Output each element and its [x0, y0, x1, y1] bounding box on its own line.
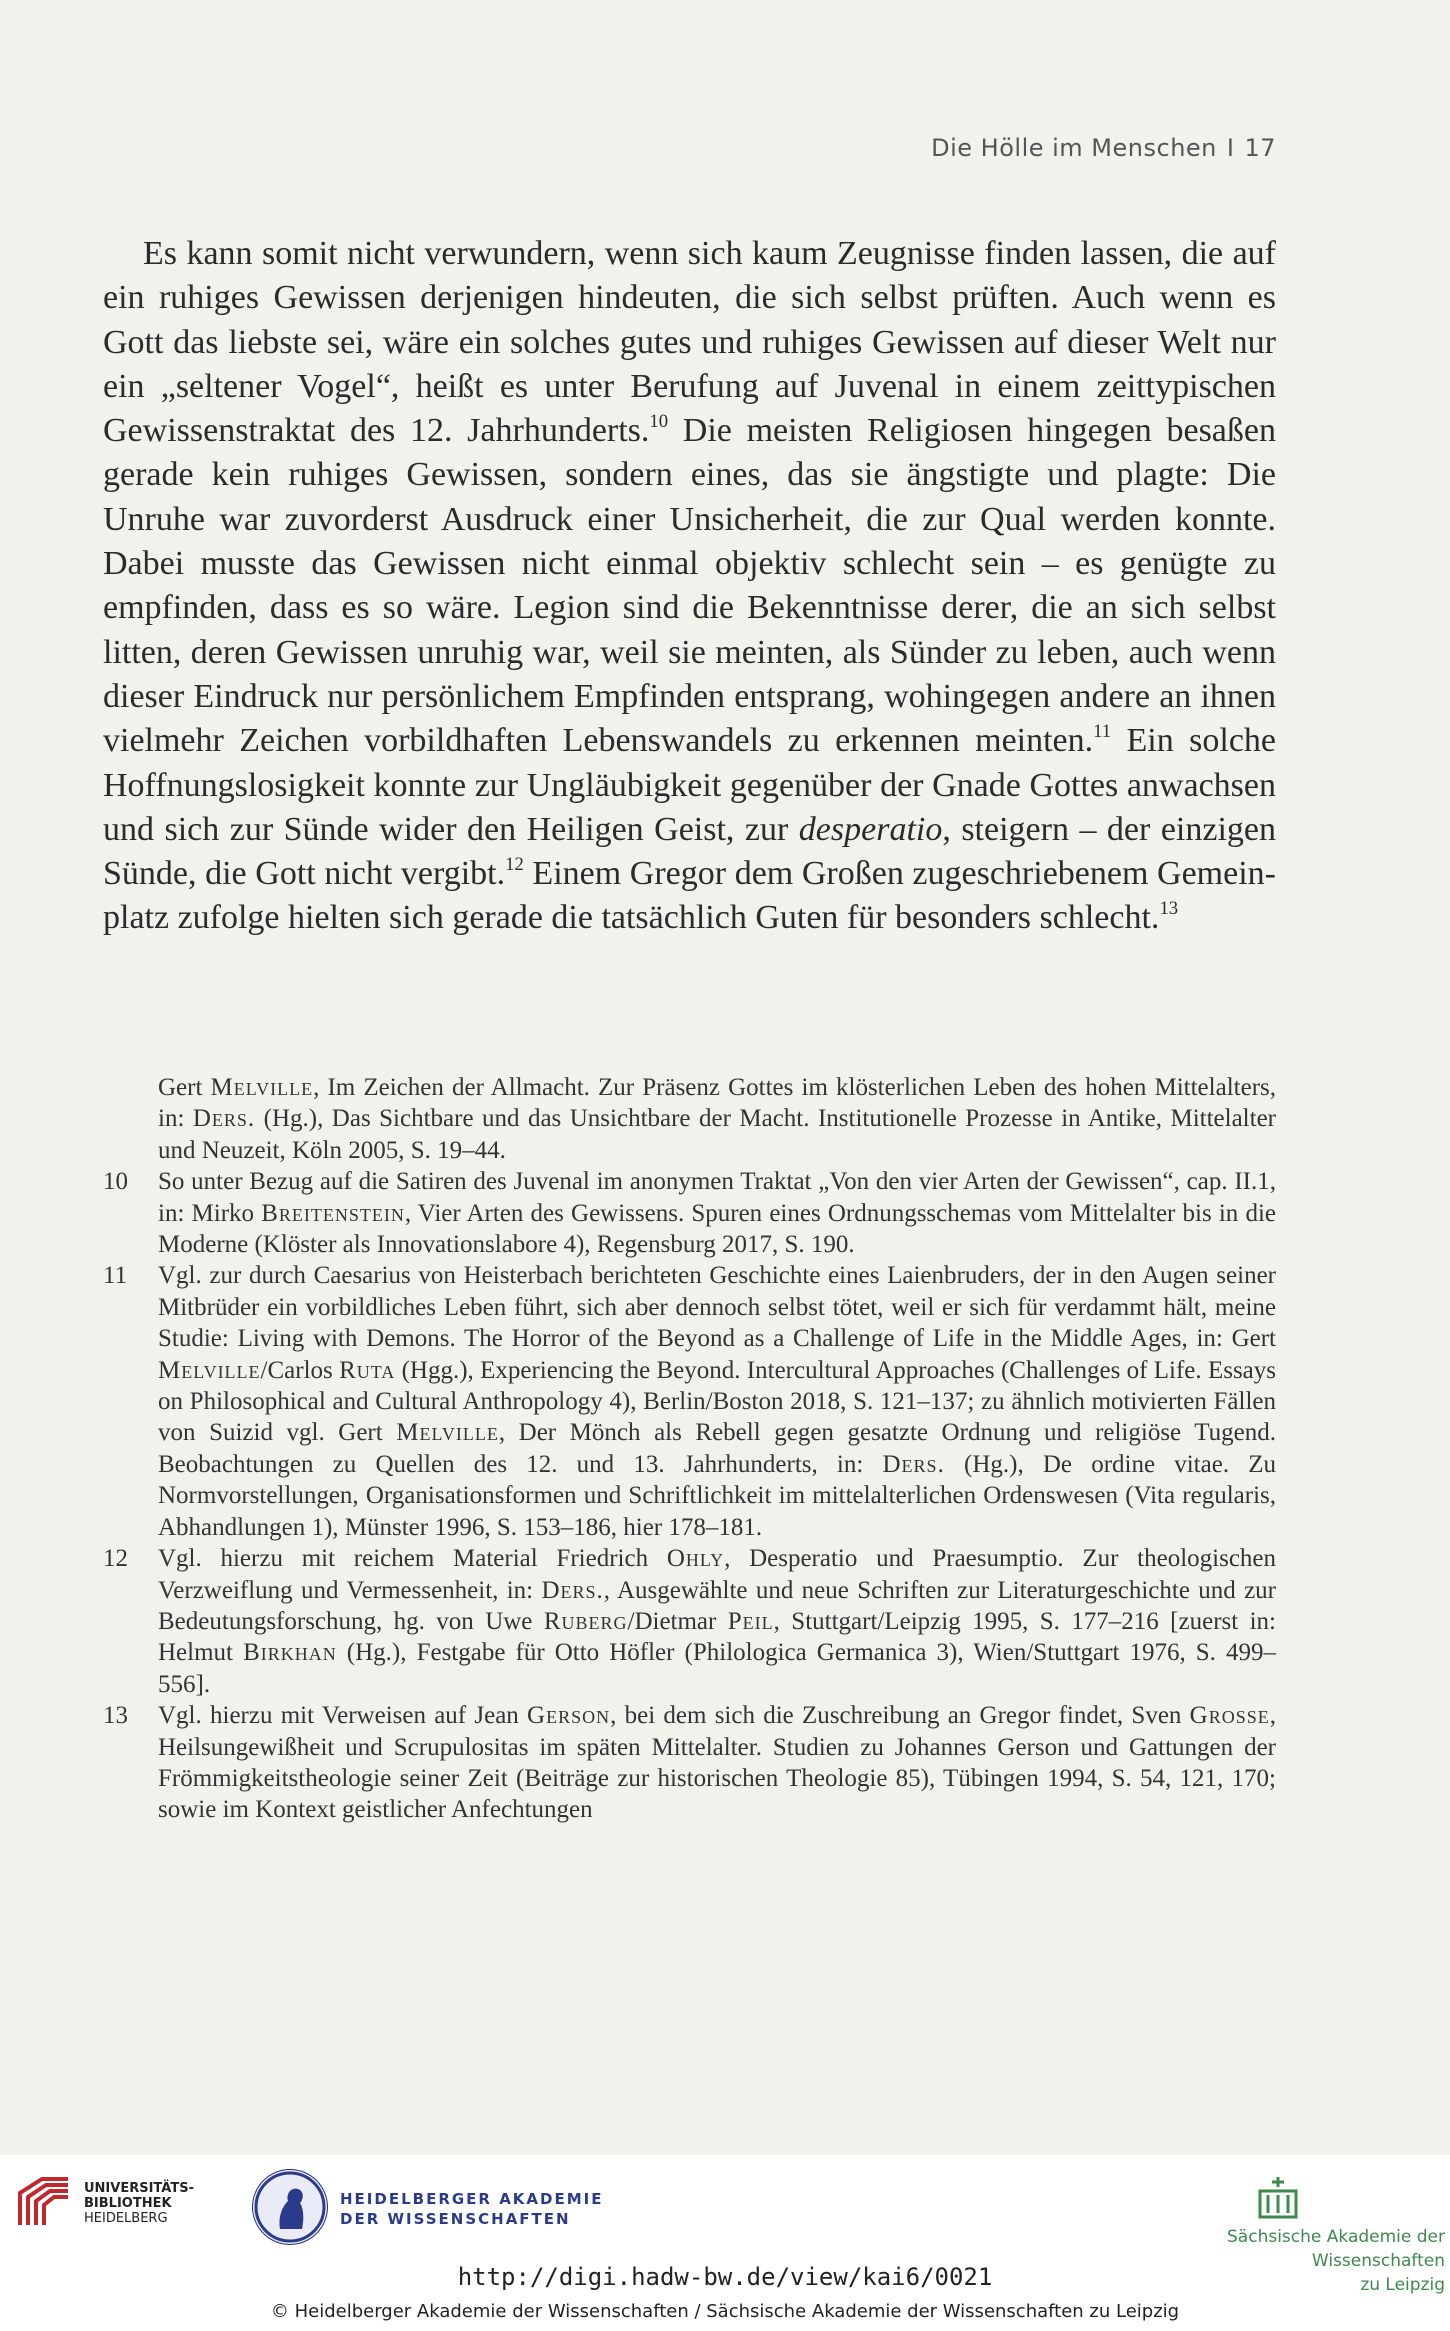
note-text: Gert	[158, 1074, 211, 1101]
text-segment: Es kann somit nicht verwundern, wenn sich kaum Zeugnisse finden lassen, die auf ein ruhiges Gewissen derjenigen hindeuten, die sich selbst prüften. Auch wenn es Gott das liebste sei, wäre ein solches gutes und ruhiges Gewissen auf dieser Welt nur ein „seltener Vogel“, heißt es unter Berufung auf Juvenal in einem zeittypischen Gewissenstraktat des 12. Jahrhunderts.	[103, 235, 1276, 450]
viewer-footer	[0, 2155, 1450, 2331]
author-name: Peil	[727, 1607, 774, 1635]
header-separator: I	[1226, 134, 1235, 162]
note-text: , Desperatio und Praesumptio. Zur theologischen Verzweiflung und Vermessenheit, in:	[158, 1545, 1277, 1604]
author-name: Ders.	[541, 1576, 604, 1604]
note-text: Vgl. zur durch Caesarius von Heisterbach berichteten Geschichte eines Laienbruders, der in den Augen seiner Mitbrüder ein vorbildliches Leben führt, sich aber dennoch selbst tötet, weil er sich für verdammt hält, meine Studie: Living with Demons. The Horror of the Beyond as a Challenge of Life in the Middle Ages, in: Gert	[158, 1262, 1276, 1353]
note-text: , Stuttgart/Leipzig 1995, S. 177–216 [zuerst in: Helmut	[158, 1607, 1276, 1667]
footnote-number: 13	[103, 1702, 128, 1730]
note-text: (Hg.), Das Sichtbare und das Unsichtbare der Macht. Institutionelle Prozesse in Antike, Mittelalter und Neuzeit, Köln 2005, S. 19–44.	[158, 1105, 1276, 1164]
note-text: (Hg.), Festgabe für Otto Höfler (Philologica Germanica 3), Wien/Stuttgart 1976, S. 499–556].	[158, 1639, 1276, 1698]
author-name: Gerson	[527, 1702, 611, 1730]
note-text: (Hg.), De ordine vitae. Zu Normvorstellungen, Organisationsformen und Schriftlichkeit im mittelalterlichen Ordenswesen (Vita regularis, Abhandlungen 1), Münster 1996, S. 153–186, hier 178–181.	[158, 1450, 1277, 1541]
text-segment: Die meisten Religiosen hingegen besaßen gerade kein ruhiges Gewissen, sondern eines, das sie ängstigte und plagte: Die Unruhe war zuvorderst Ausdruck einer Unsicherheit, die zur Qual werden konnte. Dabei musste das Gewissen nicht einmal objektiv schlecht sein – es genügte zu empfinden, dass es so wäre. Legion sind die Bekenntnisse derer, die an sich selbst litten, deren Gewissen unruhig war, weil sie meinten, als Sünder zu leben, auch wenn dieser Eindruck nur persönlichem Empfinden entsprang, wohingegen andere an ihnen vielmehr Zeichen vorbildhaften Lebenswandels zu erkennen meinten.	[103, 412, 1276, 760]
note-text: So unter Bezug auf die Satiren des Juvenal im anonymen Traktat „Von den vier Arten der Gewissen“, cap. II.1, in: Mirko	[158, 1168, 1276, 1227]
text-segment: Einem Gregor dem Großen zugeschriebenem Gemeinplatz zufolge hielten sich gerade die tatsächlich Guten für besonders schlecht.	[103, 855, 1276, 937]
note-text: (Hgg.), Experiencing the Beyond. Intercultural Approaches (Challenges of Life. Essays on Philosophical and Cultural Anthropology 4), Berlin/Boston 2018, S. 121–137; zu ähnlich motivierten Fällen von Suizid vgl. Gert	[158, 1356, 1276, 1447]
footnote-11	[103, 1260, 1276, 1543]
author-name: Ohly	[666, 1545, 725, 1573]
academy-line: DER WISSENSCHAFTEN	[340, 2210, 571, 2228]
author-name: Birkhan	[243, 1639, 337, 1667]
note-text: , Vier Arten des Gewissens. Spuren eines Ordnungsschemas vom Mittelalter bis in die Moderne (Klöster als Innovationslabore 4), Regensburg 2017, S. 190.	[158, 1199, 1276, 1259]
author-name: Melville	[158, 1356, 261, 1384]
author-name: Ruta	[339, 1356, 396, 1384]
footnote-ref-10: 10	[649, 411, 669, 433]
note-text: , Der Mönch als Rebell gegen gesatzte Ordnung und religiöse Tugend. Beobachtungen zu Quellen des 12. und 13. Jahrhunderts, in:	[158, 1419, 1277, 1478]
footnote-continuation	[103, 1072, 1276, 1166]
note-text: , Heilsungewißheit und Scrupulositas im späten Mittelalter. Studien zu Johannes Gerson und Gattungen der Frömmigkeitstheologie seiner Zeit (Beiträge zur historischen Theologie 85), Tübingen 1994, S. 54, 121, 170; sowie im Kontext geistlicher Anfechtungen	[158, 1702, 1276, 1824]
note-text: /Dietmar	[627, 1607, 728, 1635]
footnotes	[103, 1072, 1276, 1826]
author-name: Grosse	[1189, 1702, 1270, 1730]
academy-seal-icon	[252, 2169, 328, 2245]
permalink-url[interactable]: http://digi.hadw-bw.de/view/kai6/0021	[457, 2263, 993, 2291]
footnote-13	[103, 1700, 1276, 1826]
body-paragraph	[103, 232, 1276, 941]
note-text: Vgl. hierzu mit Verweisen auf Jean	[158, 1702, 528, 1730]
author-name: Breitenstein	[261, 1199, 405, 1227]
ub-line: BIBLIOTHEK	[84, 2196, 172, 2211]
italic-term: desperatio	[798, 810, 943, 848]
academy-line: HEIDELBERGER AKADEMIE	[340, 2190, 604, 2208]
running-title: Die Hölle im Menschen	[931, 134, 1217, 162]
text-segment: Ein solche Hoffnungslosigkeit konnte zur Ungläubigkeit gegenüber der Gnade Gottes anwachsen und sich zur Sünde wider den Heiligen Geist, zur	[103, 722, 1276, 848]
footnote-ref-12: 12	[505, 854, 524, 876]
heidelberg-academy-name	[340, 2189, 604, 2229]
footnote-12	[103, 1543, 1276, 1700]
author-name: Melville	[396, 1419, 499, 1447]
footnote-ref-11: 11	[1093, 721, 1112, 743]
ub-line: HEIDELBERG	[84, 2211, 168, 2226]
running-header	[931, 134, 1276, 162]
footnote-ref-13: 13	[1159, 898, 1179, 920]
footnote-10	[103, 1166, 1276, 1260]
university-library-logo-icon	[14, 2173, 74, 2233]
copyright-notice: © Heidelberger Akademie der Wissenschaften / Sächsische Akademie der Wissenschaften zu Leipzig	[270, 2301, 1180, 2322]
footnote-number: 11	[103, 1262, 128, 1290]
text-segment: , steigern – der einzigen Sünde, die Gott nicht vergibt.	[103, 810, 1276, 893]
saw-line: zu Leipzig	[1360, 2275, 1445, 2295]
note-text: , Ausgewählte und neue Schriften zur Literaturgeschichte und zur Bedeutungsforschung, hg. von Uwe	[158, 1576, 1276, 1635]
author-name: Ders.	[882, 1450, 945, 1478]
footnote-number: 10	[103, 1168, 128, 1196]
note-text: , bei dem sich die Zuschreibung an Gregor findet, Sven	[610, 1702, 1190, 1730]
saxon-academy-logo-icon	[1258, 2175, 1298, 2219]
author-name: Ders.	[192, 1105, 256, 1133]
author-name: Ruberg	[543, 1607, 628, 1635]
university-library-name	[84, 2181, 194, 2226]
main-text	[103, 232, 1276, 941]
ub-line: UNIVERSITÄTS-	[84, 2181, 194, 2196]
saw-line: Sächsische Akademie der Wissenschaften	[1227, 2227, 1445, 2271]
page-number: 17	[1244, 134, 1276, 162]
note-text: Vgl. hierzu mit reichem Material Friedrich	[158, 1545, 667, 1573]
note-text: /Carlos	[260, 1356, 340, 1384]
footnote-number: 12	[103, 1545, 128, 1573]
note-text: , Im Zeichen der Allmacht. Zur Präsenz Gottes im klösterlichen Leben des hohen Mittelalters, in:	[158, 1074, 1276, 1133]
author-name: Melville	[210, 1074, 314, 1101]
